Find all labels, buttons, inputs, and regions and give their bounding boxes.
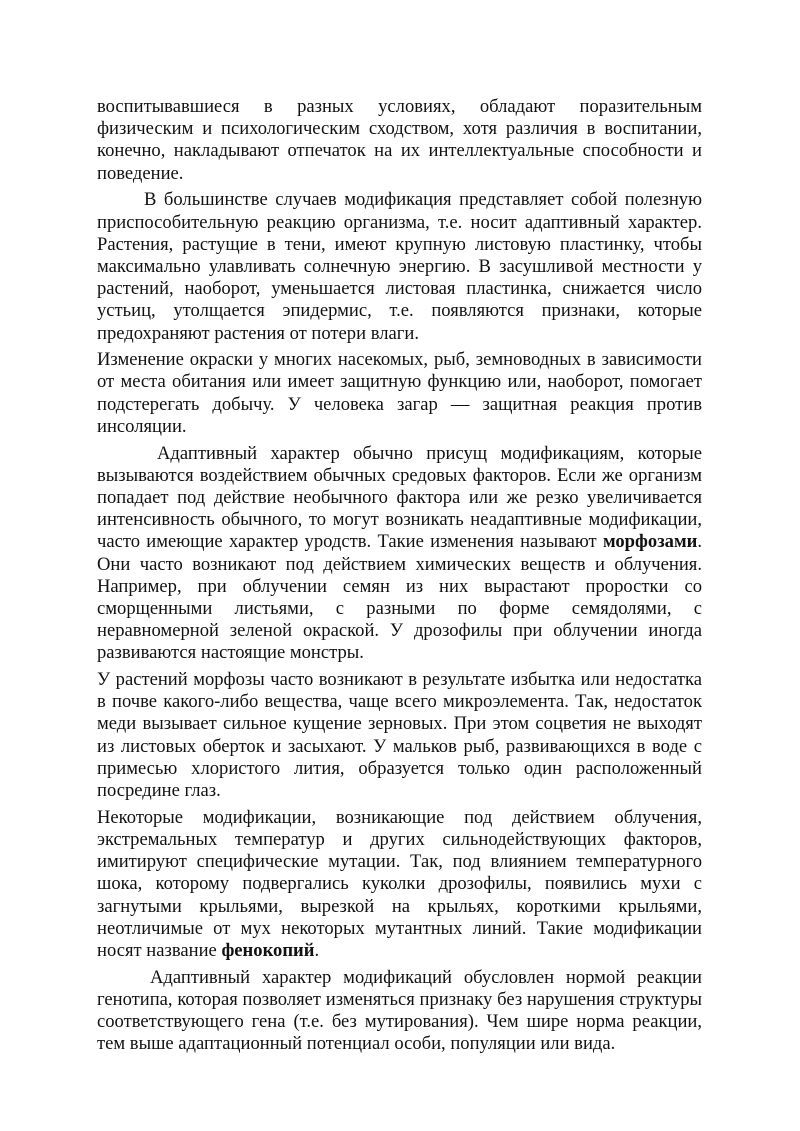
paragraph-4 <box>97 443 702 665</box>
paragraph-6 <box>97 807 702 962</box>
paragraph-2 <box>97 189 702 344</box>
paragraph-1-text: воспитывавшиеся в разных условиях, обладают поразительным физическим и психологическим сходством, хотя различия в воспитании, конечно, накладывают отпечаток на их интеллектуальные способности и поведение. <box>97 96 702 184</box>
paragraph-5-text: У растений морфозы часто возникают в результате избытка или недостатка в почве какого-либо вещества, чаще всего микроэлемента. Так, недостаток меди вызывает сильное кущение зерновых. При этом соцветия не выходят из листовых оберток и засыхают. У мальков рыб, развивающихся в воде с примесью хлористого лития, образуется только один расположенный посредине глаз. <box>97 669 702 802</box>
paragraph-3 <box>97 349 702 438</box>
paragraph-5 <box>97 669 702 802</box>
paragraph-2-text: В большинстве случаев модификация представляет собой полезную приспособительную реакцию организма, т.е. носит адаптивный характер. Растения, растущие в тени, имеют крупную листовую пластинку, чтобы максимально улавливать солнечную энергию. В засушливой местности у растений, наоборот, уменьшается листовая пластинка, снижается число устьиц, утолщается эпидермис, т.е. появляются признаки, которые предохраняют растения от потери влаги. <box>97 189 702 344</box>
paragraph-6-text-after: . <box>314 940 320 962</box>
term-phenocopies: фенокопий <box>221 940 315 962</box>
paragraph-3-text: Изменение окраски у многих насекомых, рыб, земноводных в зависимости от места обитания или имеет защитную функцию или, наоборот, помогает подстерегать добычу. У человека загар — защитная реакция против инсоляции. <box>97 349 702 437</box>
paragraph-7 <box>97 967 702 1056</box>
paragraph-6-text-before: Некоторые модификации, возникающие под действием облучения, экстремальных температур и других сильнодействующих факторов, имитируют специфические мутации. Так, под влиянием температурного шока, которому подвергались куколки дрозофилы, появились мухи с загнутыми крыльями, вырезкой на крыльях, короткими крыльями, неотличимые от мух некоторых мутантных линий. Такие модификации носят название <box>97 806 702 962</box>
body-text <box>97 96 702 1056</box>
paragraph-7-text: Адаптивный характер модификаций обусловлен нормой реакции генотипа, которая позволяет изменяться признаку без нарушения структуры соответствующего гена (т.е. без мутирования). Чем шире норма реакции, тем выше адаптационный потенциал особи, популяции или вида. <box>97 966 702 1055</box>
paragraph-4-text-before: Адаптивный характер обычно присущ модификациям, которые вызываются воздействием обычных средовых факторов. Если же организм попадает под действие необычного фактора или же резко увеличивается интенсивность обычного, то могут возникать неадаптивные модификации, часто имеющие характер уродств. Такие изменения называют <box>97 442 702 553</box>
paragraph-1 <box>97 96 702 185</box>
paragraph-4-text-after: . Они часто возникают под действием химических веществ и облучения. Например, при облучении семян из них вырастают проростки со сморщенными листьями, с разными по форме семядолями, с неравномерной зеленой окраской. У дрозофилы при облучении иногда развиваются настоящие монстры. <box>97 531 702 664</box>
term-morphoses: морфозами <box>602 531 698 553</box>
